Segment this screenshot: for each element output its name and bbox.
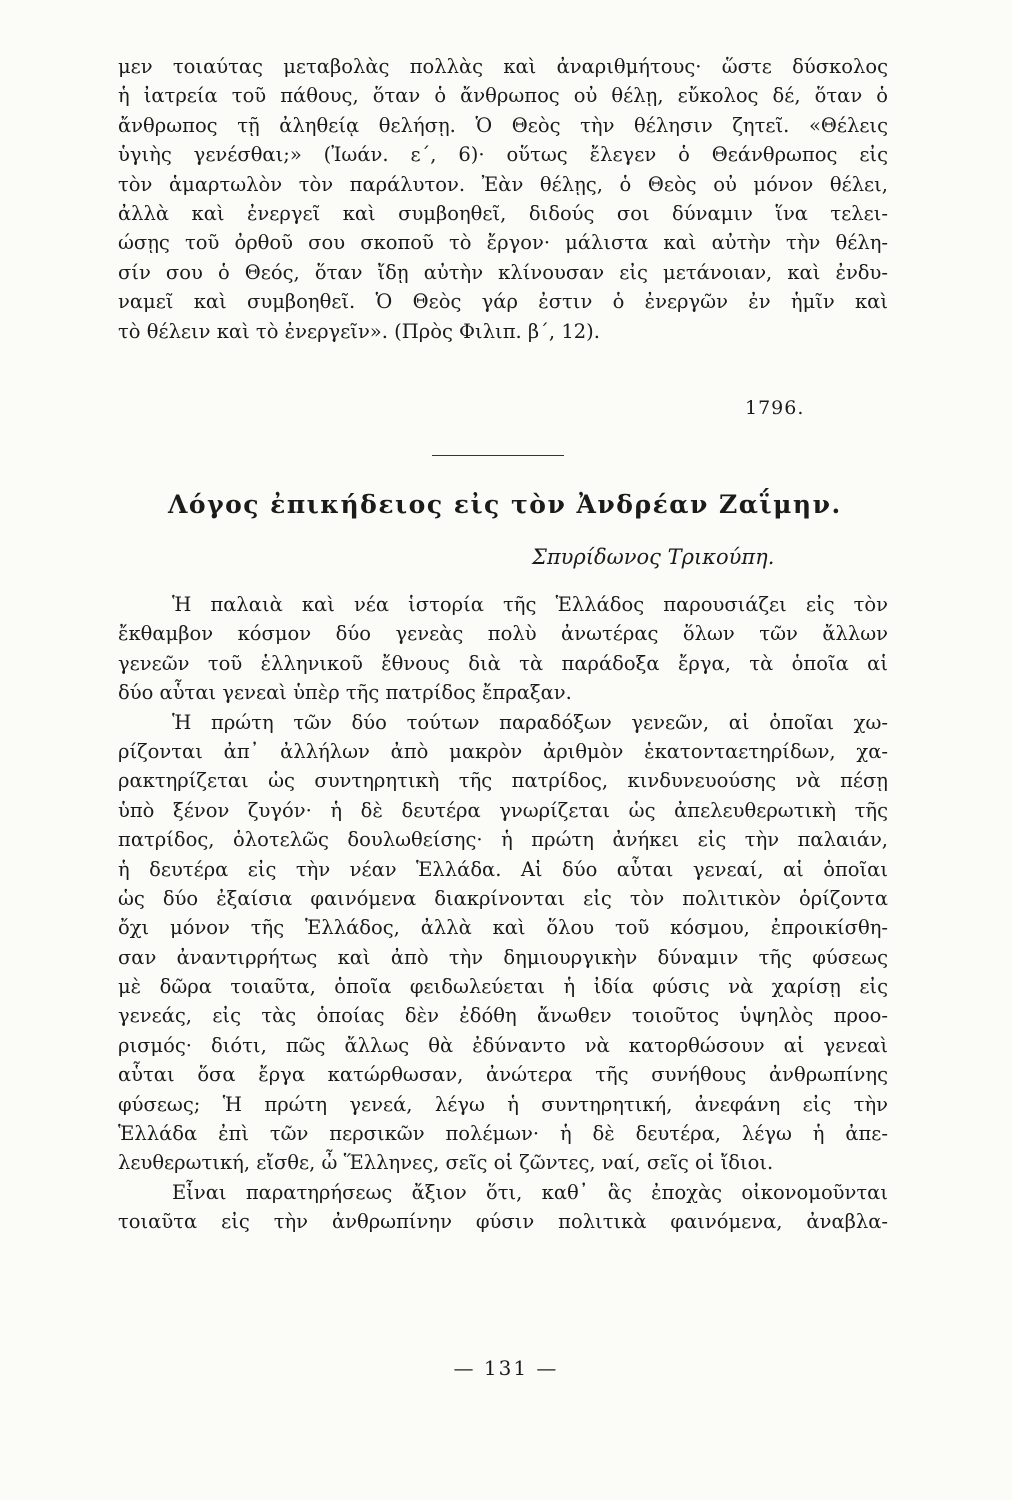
text-line: μὲ δῶρα τοιαῦτα, ὁποῖα φειδωλεύεται ἡ ἰδία φύσις νὰ χαρίσῃ εἰς <box>118 975 888 999</box>
section-divider <box>432 455 564 456</box>
text-line: τὸ θέλειν καὶ τὸ ἐνεργεῖν». (Πρὸς Φιλιπ. β΄, 12). <box>118 319 600 343</box>
text-line: σαν ἀναντιρρήτως καὶ ἀπὸ τὴν δημιουργικὴν δύναμιν τῆς φύσεως <box>118 945 888 969</box>
text-line: σίν σου ὁ Θεός, ὅταν ἴδῃ αὐτὴν κλίνουσαν εἰς μετάνοιαν, καὶ ἐνδυ- <box>118 260 888 284</box>
text-line: ὄχι μόνον τῆς Ἑλλάδος, ἀλλὰ καὶ ὅλου τοῦ κόσμου, ἐπροικίσθη- <box>118 916 888 940</box>
text-line: γενεῶν τοῦ ἑλληνικοῦ ἔθνους διὰ τὰ παράδοξα ἔργα, τὰ ὁποῖα αἱ <box>118 651 888 675</box>
text-line: ἔκθαμβον κόσμον δύο γενεὰς πολὺ ἀνωτέρας ὅλων τῶν ἄλλων <box>118 622 888 646</box>
text-line: Εἶναι παρατηρήσεως ἄξιον ὅτι, καθ᾽ ἃς ἐποχὰς οἰκονομοῦνται <box>172 1180 888 1204</box>
section-author: Σπυρίδωνος Τρικούπη. <box>532 545 775 569</box>
text-line: Ἑλλάδα ἐπὶ τῶν περσικῶν πολέμων· ἡ δὲ δευτέρα, λέγω ἡ ἀπε- <box>118 1122 888 1146</box>
text-line: Ἡ παλαιὰ καὶ νέα ἱστορία τῆς Ἑλλάδος παρουσιάζει εἰς τὸν <box>172 593 888 616</box>
text-line: ρακτηρίζεται ὡς συντηρητικὴ τῆς πατρίδος, κινδυνευούσης νὰ πέσῃ <box>118 769 888 793</box>
text-line: δύο αὗται γενεαὶ ὑπὲρ τῆς πατρίδος ἔπραξαν. <box>118 681 572 705</box>
text-line: τοιαῦτα εἰς τὴν ἀνθρωπίνην φύσιν πολιτικὰ φαινόμενα, ἀναβλα- <box>118 1210 888 1234</box>
section-title: Λόγος ἐπικήδειος εἰς τὸν Ἀνδρέαν Ζαΐμην. <box>168 490 842 519</box>
text-line: ἄνθρωπος τῇ ἀληθείᾳ θελήσῃ. Ὁ Θεὸς τὴν θέλησιν ζητεῖ. «Θέλεις <box>118 113 888 137</box>
text-line: ὑπὸ ξένον ζυγόν· ἡ δὲ δευτέρα γνωρίζεται ὡς ἀπελευθερωτικὴ τῆς <box>118 798 888 822</box>
text-line: ἡ ἰατρεία τοῦ πάθους, ὅταν ὁ ἄνθρωπος οὐ θέλῃ, εὔκολος δέ, ὅταν ὁ <box>118 84 888 108</box>
text-line: ώσῃς τοῦ ὀρθοῦ σου σκοποῦ τὸ ἔργον· μάλιστα καὶ αὐτὴν τὴν θέλη- <box>118 231 888 255</box>
text-line: πατρίδος, ὁλοτελῶς δουλωθείσης· ἡ πρώτη ἀνήκει εἰς τὴν παλαιάν, <box>118 828 888 852</box>
text-line: φύσεως; Ἡ πρώτη γενεά, λέγω ἡ συντηρητική, ἀνεφάνη εἰς τὴν <box>118 1092 888 1116</box>
text-line: ρίζονται ἀπ᾽ ἀλλήλων ἀπὸ μακρὸν ἀριθμὸν ἑκατονταετηρίδων, χα- <box>118 739 888 763</box>
year-date: 1796. <box>745 397 805 419</box>
text-line: αὗται ὅσα ἔργα κατώρθωσαν, ἀνώτερα τῆς συνήθους ἀνθρωπίνης <box>118 1063 888 1087</box>
text-line: μεν τοιαύτας μεταβολὰς πολλὰς καὶ ἀναριθμήτους· ὥστε δύσκολος <box>118 55 888 78</box>
text-line: γενεάς, εἰς τὰς ὁποίας δὲν ἐδόθη ἄνωθεν τοιοῦτος ὑψηλὸς προο- <box>118 1004 888 1028</box>
text-line: τὸν ἁμαρτωλὸν τὸν παράλυτον. Ἐὰν θέλῃς, ὁ Θεὸς οὐ μόνον θέλει, <box>118 172 888 196</box>
text-line: ἀλλὰ καὶ ἐνεργεῖ καὶ συμβοηθεῖ, διδούς σοι δύναμιν ἵνα τελει- <box>118 201 888 225</box>
speech-text <box>118 590 888 1237</box>
text-line: λευθερωτική, εἴσθε, ὦ Ἕλληνες, σεῖς οἱ ζῶντες, ναί, σεῖς οἱ ἴδιοι. <box>118 1151 774 1175</box>
text-line: Ἡ πρώτη τῶν δύο τούτων παραδόξων γενεῶν, αἱ ὁποῖαι χω- <box>172 710 888 734</box>
text-line: ναμεῖ καὶ συμβοηθεῖ. Ὁ Θεὸς γάρ ἐστιν ὁ ἐνεργῶν ἐν ἡμῖν καὶ <box>118 290 888 314</box>
text-line: ἡ δευτέρα εἰς τὴν νέαν Ἑλλάδα. Αἱ δύο αὗται γενεαί, αἱ ὁποῖαι <box>118 857 888 881</box>
page-number: — 131 — <box>453 1356 559 1380</box>
text-line: ὑγιὴς γενέσθαι;» (Ἰωάν. ε΄, 6)· οὕτως ἔλεγεν ὁ Θεάνθρωπος εἰς <box>118 143 888 167</box>
text-line: ρισμός· διότι, πῶς ἄλλως θὰ ἐδύναντο νὰ κατορθώσουν αἱ γενεαὶ <box>118 1033 888 1057</box>
previous-text-ending <box>118 52 888 346</box>
text-line: ὡς δύο ἐξαίσια φαινόμενα διακρίνονται εἰς τὸν πολιτικὸν ὁρίζοντα <box>118 886 888 910</box>
